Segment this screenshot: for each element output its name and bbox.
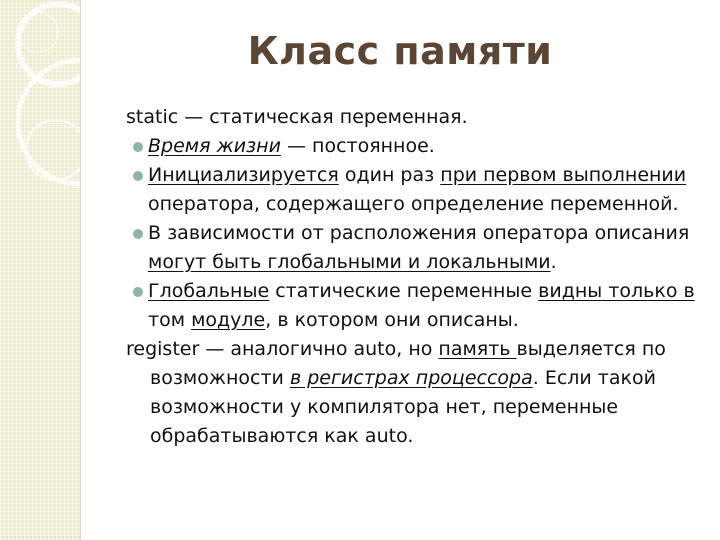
module-term: модуле xyxy=(191,309,266,331)
memory-term: память xyxy=(438,338,517,360)
register-text-2: выделяется по возможности xyxy=(150,338,666,389)
scope-text-1: В зависимости от расположения оператора описания xyxy=(148,222,690,244)
register-text-3: . Если такой возможности у компилятора нет, переменные обрабатываются как auto. xyxy=(150,367,656,447)
register-item xyxy=(126,335,706,451)
lifetime-term: Время жизни xyxy=(148,135,281,157)
init-text-2: оператора, содержащего определение переменной. xyxy=(148,193,679,215)
bullet-dot-icon xyxy=(133,287,143,297)
cpu-registers-term: в регистрах процессора xyxy=(289,367,533,389)
register-text-1: — аналогично auto, но xyxy=(199,338,439,360)
global-text-1: статические переменные xyxy=(269,280,539,302)
static-keyword: static xyxy=(126,106,179,128)
init-term: Инициализируется xyxy=(148,164,339,186)
global-text-2: том xyxy=(148,309,192,331)
bullet-dot-icon xyxy=(133,229,143,239)
scope-global-local: могут быть глобальными и локальными xyxy=(148,251,551,273)
register-keyword: register xyxy=(126,338,200,360)
bullet-lifetime xyxy=(126,132,706,161)
bullet-dot-icon xyxy=(133,142,143,152)
slide-content xyxy=(126,103,706,451)
bullet-initialization xyxy=(126,161,706,219)
init-first-run: при первом выполнении xyxy=(440,164,687,186)
decorative-sidebar xyxy=(0,0,81,540)
visible-only-in: видны только в xyxy=(538,280,695,302)
scope-text-2: . xyxy=(550,251,557,273)
static-item xyxy=(126,103,706,132)
init-text-1: один раз xyxy=(338,164,441,186)
global-term: Глобальные xyxy=(148,280,270,302)
decorative-swirl xyxy=(0,0,80,540)
bullet-global-visibility xyxy=(126,277,706,335)
global-text-3: , в котором они описаны. xyxy=(265,309,519,331)
static-description: — статическая переменная. xyxy=(178,106,468,128)
bullet-dot-icon xyxy=(133,171,143,181)
lifetime-text: — постоянное. xyxy=(280,135,435,157)
bullet-scope xyxy=(126,219,706,277)
slide-title: Класс памяти xyxy=(247,29,553,73)
